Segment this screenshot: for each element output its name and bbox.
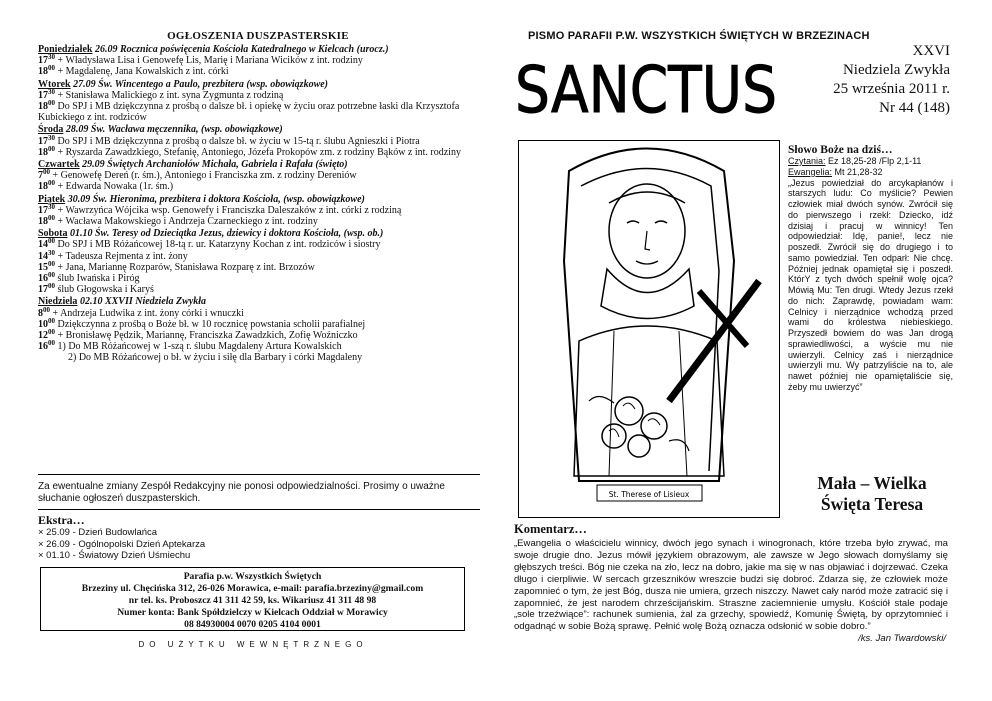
mass-minute: 00	[48, 259, 55, 268]
mass-intention	[38, 133, 478, 147]
mass-minute: 30	[48, 248, 55, 257]
intention-text: + Edwarda Nowaka (1r. śm.)	[55, 181, 174, 193]
parish-phones: nr tel. ks. Proboszcz 41 311 42 59, ks. Wikariusz 41 311 48 98	[128, 595, 377, 606]
readings-label: Czytania:	[788, 156, 826, 166]
mass-intention	[38, 202, 478, 216]
intention-text: + Władysława Lisa i Genowefę Lis, Marię i Mariana Wicików z int. rodziny	[55, 55, 363, 67]
announcements-section	[38, 30, 478, 364]
day-name: Środa	[38, 124, 64, 136]
mass-intention	[38, 273, 478, 284]
day-feast: 01.10 Św. Teresy od Dzieciątka Jezus, dziewicy i doktora Kościoła, (wsp. ob.)	[67, 228, 384, 240]
mass-hour: 17	[38, 135, 48, 147]
day-name: Czwartek	[38, 159, 80, 171]
day-name: Piątek	[38, 193, 66, 205]
mass-minute: 00	[48, 282, 55, 291]
mass-hour: 14	[38, 250, 48, 262]
mass-intention	[38, 101, 478, 123]
intention-text: ślub Iwańska i Piróg	[55, 273, 140, 285]
issue-info	[833, 42, 950, 118]
announcement-day	[38, 44, 478, 78]
announcement-day	[38, 228, 478, 295]
day-feast: 28.09 Św. Wacława męczennika, (wsp. obowiązkowe)	[63, 124, 283, 136]
mass-hour: 8	[38, 307, 43, 319]
parish-name: Parafia p.w. Wszystkich Świętych	[183, 571, 322, 582]
masthead-title: SANCTUS	[515, 54, 777, 128]
mass-hour: 14	[38, 239, 48, 251]
day-feast: 26.09 Rocznica poświęcenia Kościoła Katedralnego w Kielcach (urocz.)	[92, 44, 389, 55]
announcements-days	[38, 44, 478, 364]
mass-hour: 12	[38, 330, 48, 342]
mass-intention	[38, 352, 478, 363]
saint-illustration	[518, 140, 780, 518]
mass-intention	[38, 87, 478, 101]
internal-use-note: DO UŻYTKU WEWNĘTRZNEGO	[138, 640, 368, 649]
intention-text: + Stanisława Malickiego z int. syna Zygmunta z rodziną	[55, 89, 284, 101]
announcement-day	[38, 194, 478, 228]
mass-minute: 30	[48, 87, 55, 96]
parish-account: 08 84930004 0070 0205 4104 0001	[184, 619, 321, 630]
intention-text: + Genowefę Dereń (r. śm.), Antoniego i Franciszka zm. z rodziny Dereniów	[50, 170, 357, 182]
mass-intention	[38, 144, 478, 158]
ekstra-title: Ekstra…	[38, 513, 85, 527]
ekstra-item: × 01.10 - Światowy Dzień Uśmiechu	[38, 550, 191, 561]
illustration-caption: St. Therese of Lisieux	[608, 490, 690, 499]
gospel-text: „Jezus powiedział do arcykapłanów i starszych ludu: Co myślicie? Pewien człowiek miał dwóch synów. Zwrócił się do pierwszego i rzekł: Dziecko, idź dzisiaj i pracuj w winnicy! Ten odpowiedział: Idę, panie!, lecz nie poszedł. Zwrócił się do drugiego i to samo powiedział. Ten odparł: Nie chcę. Później jednak opamiętał się i poszedł. KtórY z tych dwóch spełnił wolę ojca? Mówią Mu: Ten drugi. Wtedy Jezus rzekł do nich: Zaprawdę, powiadam wam: Celnicy i nierządnice wchodzą przed wami do królestwa niebieskiego. Przyszedł bowiem do was Jan drogą sprawiedliwości, a wyście mu nie uwierzyli. Celnicy zaś i nierządnice uwierzyli mu. Wy patrzyliście na to, ale nawet później nie opamiętaliście się, żeby mu uwierzyć”	[788, 177, 953, 392]
intention-text: 2) Do MB Różańcowej o bł. w życiu i siłę dla Barbary i córki Magdaleny	[68, 352, 363, 364]
intention-text: + Bronisławę Pędzik, Mariannę, Franciszka Zawadzkich, Zofię Woźniczko	[55, 330, 358, 342]
mass-hour: 16	[38, 341, 48, 353]
day-heading	[38, 194, 478, 205]
announcement-day	[38, 124, 478, 158]
announcements-title: OGŁOSZENIA DUSZPASTERSKIE	[167, 30, 349, 42]
mass-minute: 30	[48, 53, 55, 62]
commentary-section	[514, 538, 948, 645]
mass-hour: 17	[38, 284, 48, 296]
feature-title-line1: Mała – Wielka	[817, 473, 927, 493]
issue-sunday: Niedziela Zwykła	[842, 62, 950, 78]
parish-address: Brzeziny ul. Chęcińska 312, 26-026 Morawica, e-mail: parafia.brzeziny@gmail.com	[81, 583, 424, 594]
ekstra-item: × 25.09 - Dzień Budowlańca	[38, 527, 158, 538]
feature-title	[786, 473, 958, 515]
day-name: Sobota	[38, 228, 68, 240]
mass-minute: 00	[48, 271, 55, 280]
publication-header: PISMO PARAFII P.W. WSZYSTKICH ŚWIĘTYCH W BRZEZINACH	[528, 30, 870, 42]
day-name: Niedziela	[38, 296, 78, 308]
mass-intention	[38, 341, 478, 352]
mass-minute: 00	[48, 339, 55, 348]
issue-date: 25 września 2011 r.	[833, 81, 950, 97]
masthead-logo	[513, 50, 783, 128]
mass-intention	[38, 181, 478, 192]
word-of-god-title: Słowo Boże na dziś…	[788, 144, 893, 156]
mass-minute: 00	[48, 144, 55, 153]
intention-text: + Wawrzyńca Wójcika wsp. Genowefy i Franciszka Daleszaków z int. córki z rodziną	[55, 204, 402, 216]
issue-number: Nr 44 (148)	[879, 100, 950, 116]
commentary-text: „Ewangelia o właścicielu winnicy, dwóch jego synach i winogronach, które trzeba było zrywać, ma swoje drugie dno. Jezus mówił językiem obrazowym, ale zawsze w Jego słowach domyślamy się głębszych treści. Bóg nie czeka na zło, lecz na dobro, jakie ma się w nas objawiać i dojrzewać. Czeka długo i cierpliwie. W sercach grzeszników wreszcie budzi się dobroć. Zdarza się, że człowiek może zapomnieć o tym, że jest Bóg, dusza nie umiera, grzech niszczy. Nawet cały naród może zatracić się i zapomnieć, że jest narodem chrześcijańskim. Straszne zaciemnienie umysłu. Kościół stale podaje „sole trzeźwiące”: rachunek sumienia, żal za grzechy, spowiedź, Komunię Świętą, by oprzytomnieć i odgadnąć w sobie Bożą sprawę. Pełnić wolę Bożą oznacza odsłonić w sobie dobro.”	[514, 538, 948, 633]
parish-info-box	[40, 567, 465, 631]
announcement-day	[38, 79, 478, 124]
notice-text: Za ewentualne zmiany Zespół Redakcyjny nie ponosi odpowiedzialności. Prosimy o uważne słuchanie ogłoszeń duszpasterskich.	[38, 481, 445, 504]
mass-minute: 30	[48, 133, 55, 142]
divider	[38, 474, 480, 475]
mass-intention	[38, 216, 478, 227]
day-heading	[38, 296, 478, 307]
readings-value: Ez 18,25-28 /Flp 2,1-11	[825, 156, 922, 166]
intention-text: + Jana, Mariannę Rozparów, Stanisława Rozparę z int. Brzozów	[55, 261, 315, 273]
mass-intention	[38, 66, 478, 77]
mass-minute: 00	[48, 64, 55, 73]
ekstra-list	[38, 527, 205, 562]
ekstra-item: × 26.09 - Ogólnopolski Dzień Aptekarza	[38, 538, 206, 550]
day-feast: 02.10 XXVII Niedziela Zwykła	[77, 296, 207, 308]
mass-hour: 18	[38, 66, 48, 78]
mass-minute: 00	[48, 99, 55, 108]
mass-intention	[38, 239, 478, 250]
mass-hour: 15	[38, 261, 48, 273]
day-heading	[38, 79, 478, 90]
commentary-title: Komentarz…	[514, 522, 587, 536]
mass-minute: 00	[43, 305, 50, 314]
mass-hour: 18	[38, 146, 48, 158]
mass-hour: 18	[38, 101, 48, 113]
mass-intention	[38, 305, 478, 319]
mass-intention	[38, 330, 478, 341]
mass-minute: 00	[43, 168, 50, 177]
intention-text: + Magdalenę, Jana Kowalskich z int. córki	[55, 66, 229, 78]
intention-text: + Wacława Makowskiego i Andrzeja Czarneckiego z int. rodziny	[55, 216, 318, 228]
intention-text: Dziękczynna z prośbą o Boże bł. w 10 rocznicę powstania scholii parafialnej	[55, 318, 366, 330]
day-heading	[38, 44, 478, 55]
day-name: Wtorek	[38, 78, 71, 90]
day-feast: 29.09 Świętych Archaniołów Michała, Gabriela i Rafała (święto)	[79, 159, 348, 171]
announcement-day	[38, 296, 478, 363]
mass-minute: 00	[48, 316, 55, 325]
intention-text: Do SPJ i MB dziękczynna z prośbą o dalsze bł. i opiekę w życiu oraz potrzebne łaski dla Krzysztofa Kubickiego z int. rodziców	[38, 101, 460, 124]
mass-intention	[38, 316, 478, 330]
word-of-god-section	[788, 144, 953, 393]
parish-bank: Numer konta: Bank Spółdzielczy w Kielcach Oddział w Morawicy	[117, 607, 388, 618]
day-heading	[38, 228, 478, 239]
intention-text: Do SPJ i MB Różańcowej 18-tą r. ur. Katarzyny Kochan z int. rodziców i siostry	[55, 239, 381, 251]
mass-minute: 00	[48, 214, 55, 223]
mass-hour: 10	[38, 318, 48, 330]
intention-text: 1) Do MB Różańcowej w 1-szą r. ślubu Magdaleny Artura Kowalskich	[55, 341, 342, 353]
day-name: Poniedziałek	[38, 44, 93, 55]
mass-intention	[38, 170, 478, 181]
gospel-ref	[788, 167, 953, 178]
day-feast: 27.09 Św. Wincentego a Paulo, prezbitera (wsp. obowiązkowe)	[70, 78, 329, 90]
intention-text: + Tadeusza Rejmenta z int. żony	[55, 250, 188, 262]
intention-text: + Andrzeja Ludwika z int. żony córki i wnuczki	[50, 307, 244, 319]
announcement-day	[38, 159, 478, 193]
mass-hour: 17	[38, 89, 48, 101]
divider	[38, 509, 480, 510]
day-heading	[38, 159, 478, 170]
commentary-author: /ks. Jan Twardowski/	[858, 633, 946, 645]
mass-hour: 7	[38, 170, 43, 182]
mass-intention	[38, 284, 478, 295]
day-heading	[38, 124, 478, 135]
mass-hour: 17	[38, 204, 48, 216]
mass-hour: 18	[38, 216, 48, 228]
gospel-value: Mt 21,28-32	[832, 166, 883, 177]
day-feast: 30.09 Św. Hieronima, prezbitera i doktora Kościoła, (wsp. obowiązkowe)	[65, 193, 365, 205]
intention-text: + Ryszarda Zawadzkiego, Stefanię, Antoniego, Józefa Prokopów zm. z rodziny Bąków z int. rodziny	[55, 146, 461, 158]
mass-hour: 17	[38, 55, 48, 67]
intention-text: ślub Głogowska i Karyś	[55, 284, 154, 296]
gospel-label: Ewangelia:	[788, 166, 833, 177]
saint-therese-drawing	[519, 141, 778, 516]
feature-title-line2: Święta Teresa	[820, 494, 924, 514]
mass-hour: 16	[38, 273, 48, 285]
mass-minute: 00	[48, 328, 55, 337]
mass-intention	[38, 248, 478, 262]
intention-text: Do SPJ i MB dziękczynna z prośbą o dalsze bł. w życiu w 15-tą r. ślubu Agnieszki i Piotra	[55, 135, 420, 147]
mass-intention	[38, 55, 478, 66]
mass-minute: 00	[48, 179, 55, 188]
readings-ref	[788, 156, 953, 167]
mass-minute: 30	[48, 202, 55, 211]
mass-hour: 18	[38, 181, 48, 193]
issue-week: XXVI	[912, 43, 950, 59]
mass-minute: 00	[48, 237, 55, 246]
mass-intention	[38, 259, 478, 273]
